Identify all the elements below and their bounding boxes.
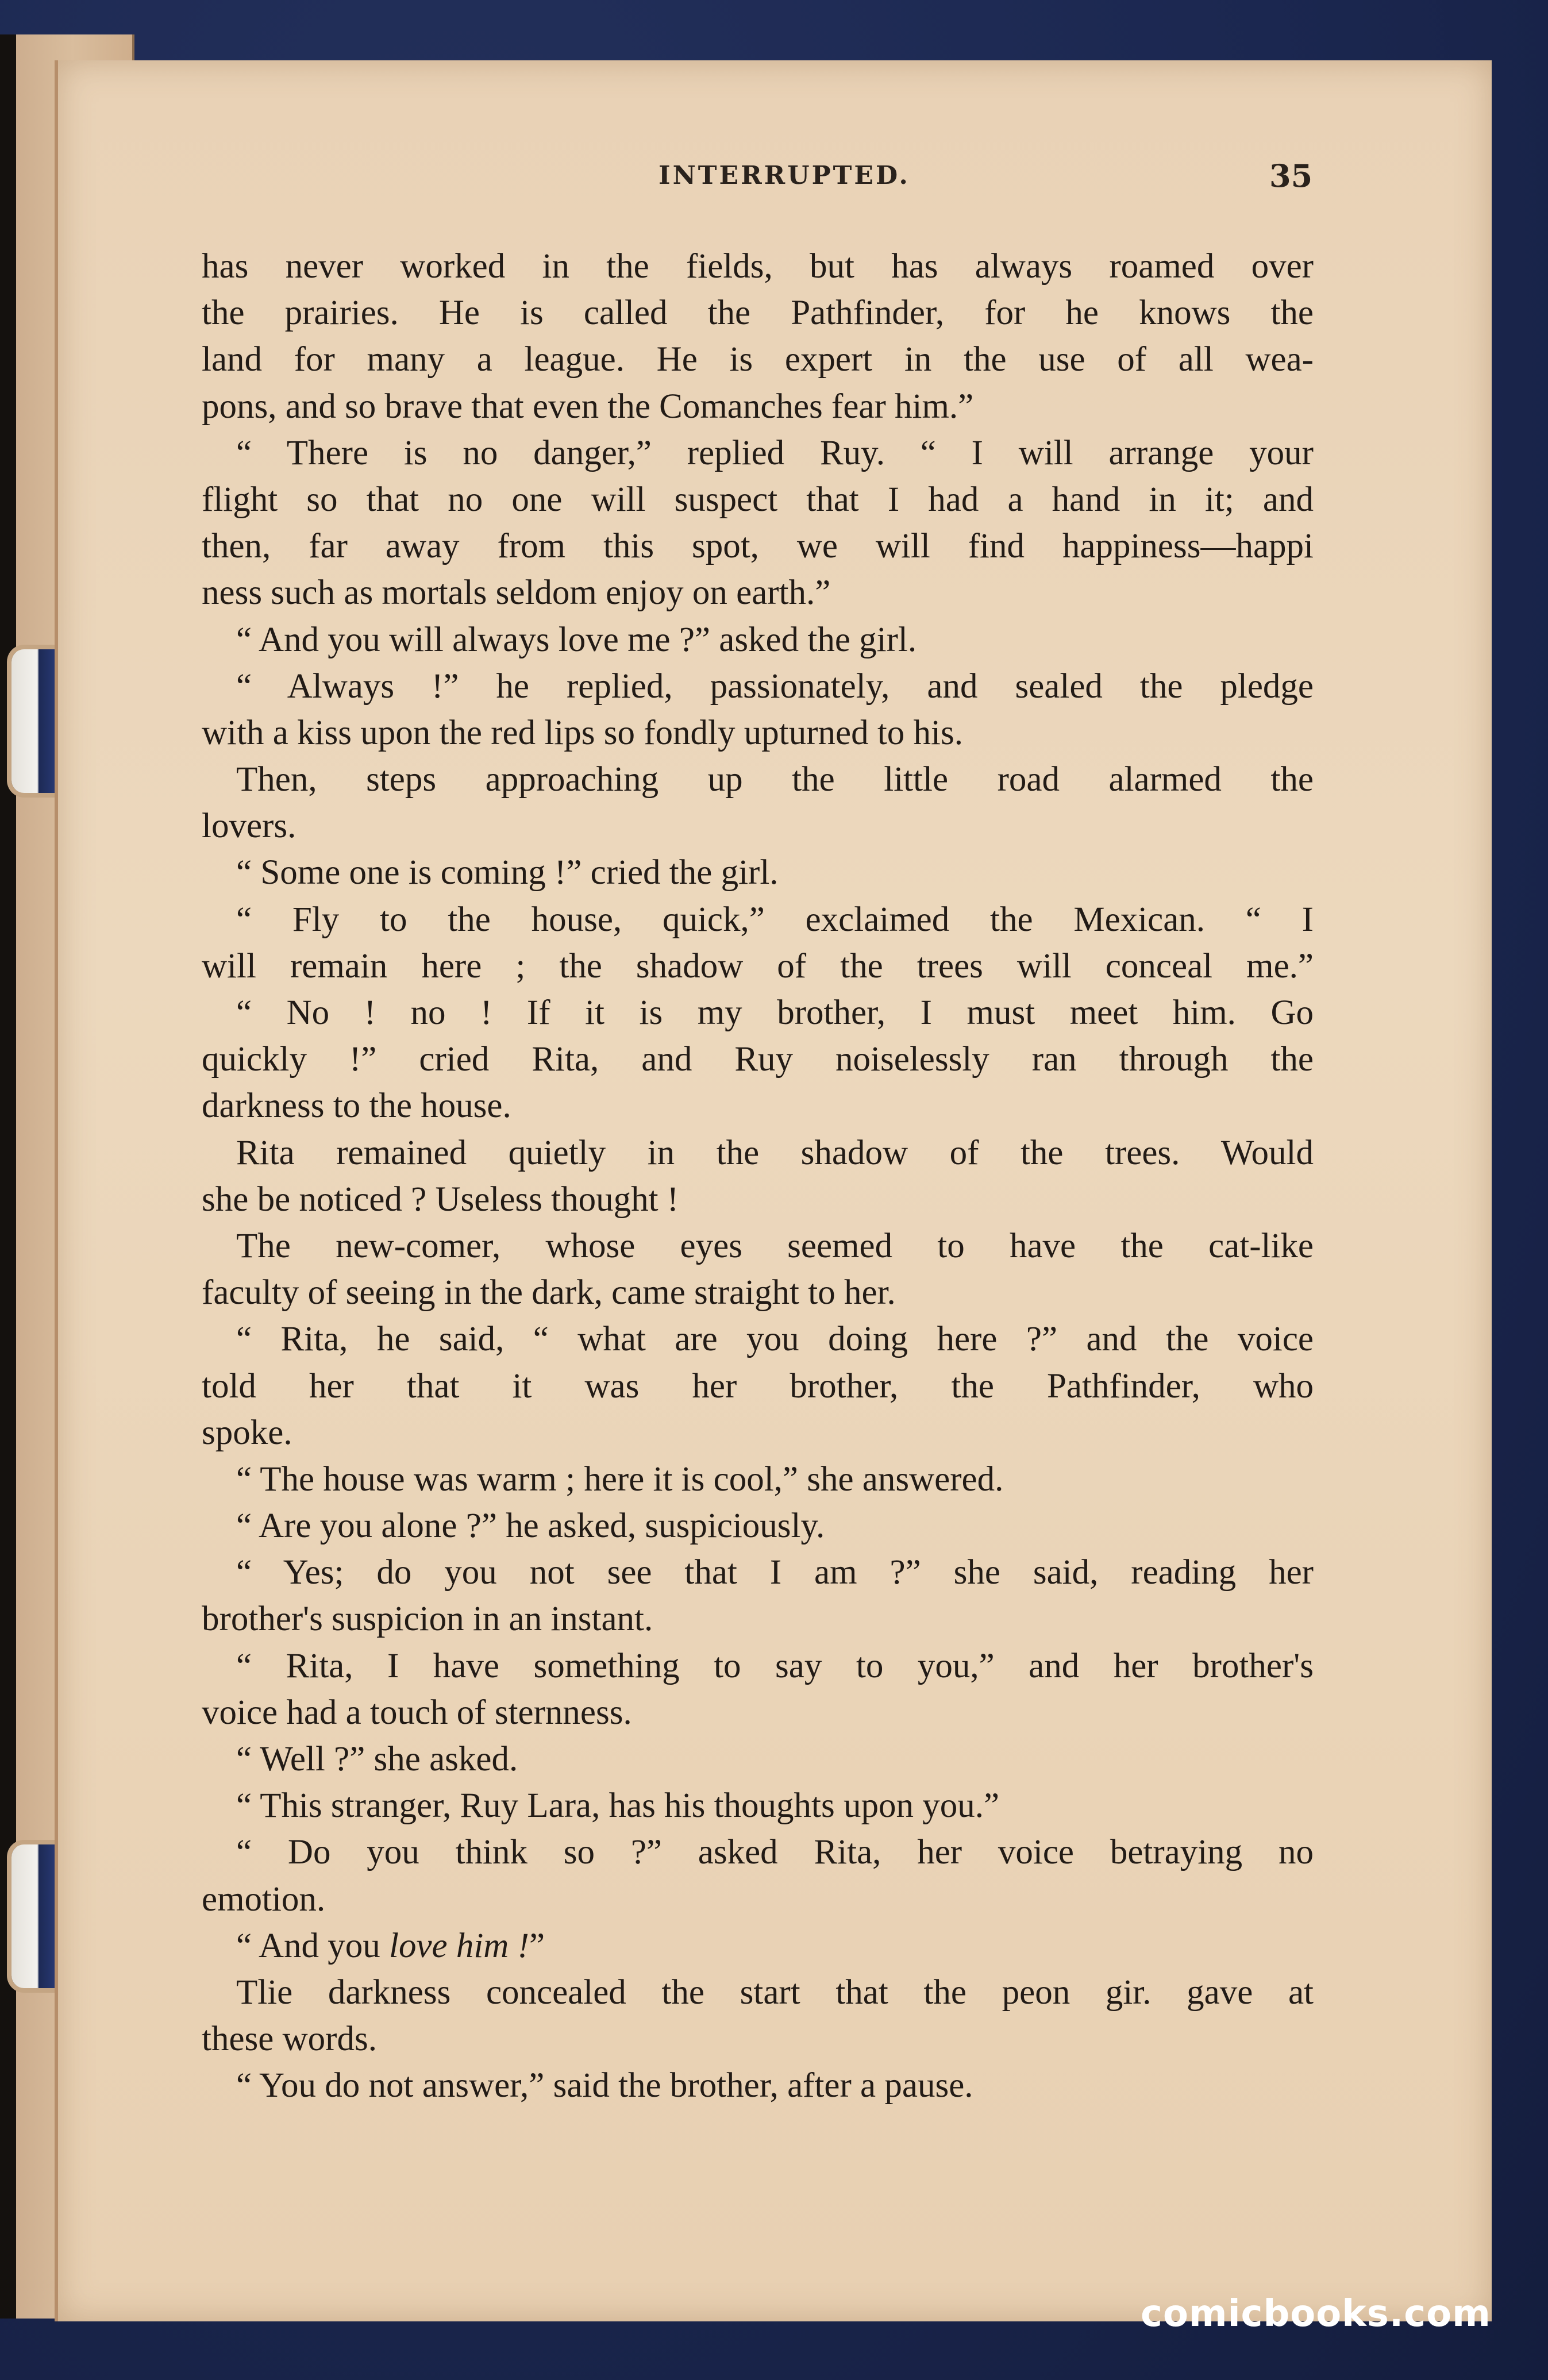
- text-line: told her that it was her brother, the Pathfinder, who: [202, 1366, 1314, 1405]
- text-line: she be noticed ? Useless thought !: [202, 1180, 679, 1219]
- text-line: brother's suspicion in an instant.: [202, 1600, 653, 1639]
- text-line: has never worked in the fields, but has always roamed over: [202, 247, 1314, 286]
- text-line: lovers.: [202, 807, 296, 846]
- text-line: land for many a league. He is expert in the use of all wea-: [202, 340, 1314, 379]
- text-line: these words.: [202, 2020, 377, 2059]
- text-line: “ Rita, I have something to say to you,” and her brother's: [236, 1646, 1314, 1685]
- text-fragment: “ And you: [236, 1926, 390, 1965]
- text-line: will remain here ; the shadow of the trees will conceal me.”: [202, 946, 1314, 985]
- text-line: “ Rita, he said, “ what are you doing here ?” and the voice: [236, 1320, 1314, 1359]
- text-line: “ Yes; do you not see that I am ?” she said, reading her: [236, 1553, 1314, 1592]
- text-line: “ Always !” he replied, passionately, and sealed the pledge: [236, 667, 1314, 706]
- body-text: [202, 243, 1314, 2109]
- text-line: spoke.: [202, 1413, 292, 1452]
- text-line: The new-comer, whose eyes seemed to have the cat-like: [236, 1226, 1314, 1265]
- text-line: darkness to the house.: [202, 1087, 511, 1126]
- book-page: [55, 60, 1492, 2321]
- page-header: [58, 157, 1492, 207]
- text-line: pons, and so brave that even the Comanches fear him.”: [202, 387, 974, 426]
- running-head: INTERRUPTED.: [659, 161, 910, 190]
- text-line: then, far away from this spot, we will find happiness—happi: [202, 527, 1314, 566]
- text-line: “ Do you think so ?” asked Rita, her voice betraying no: [236, 1833, 1314, 1872]
- text-line: “ Are you alone ?” he asked, suspiciously.: [236, 1507, 825, 1546]
- closing-quote: ”: [529, 1926, 545, 1965]
- text-line: ness such as mortals seldom enjoy on earth.”: [202, 573, 831, 613]
- text-line: Rita remained quietly in the shadow of the trees. Would: [236, 1133, 1314, 1172]
- text-line: “ And you will always love me ?” asked the girl.: [236, 620, 917, 659]
- text-line: flight so that no one will suspect that I had a hand in it; and: [202, 480, 1314, 519]
- text-line: emotion.: [202, 1880, 326, 1919]
- text-line-with-italic: [202, 1923, 1314, 1969]
- text-line: Tlie darkness concealed the start that the peon gir. gave at: [236, 1973, 1314, 2012]
- text-line: “ This stranger, Ruy Lara, has his thoughts upon you.”: [236, 1786, 1000, 1826]
- site-watermark: comicbooks.com: [1141, 2293, 1491, 2335]
- text-line: the prairies. He is called the Pathfinder, for he knows the: [202, 294, 1314, 333]
- text-line: “ No ! no ! If it is my brother, I must meet him. Go: [236, 993, 1314, 1032]
- text-line: Then, steps approaching up the little road alarmed the: [236, 760, 1314, 799]
- page-number: 35: [1269, 157, 1313, 194]
- text-line: “ Some one is coming !” cried the girl.: [236, 853, 779, 892]
- text-line: “ Well ?” she asked.: [236, 1740, 518, 1778]
- text-line: “ The house was warm ; here it is cool,” she answered.: [236, 1459, 1004, 1499]
- text-line: voice had a touch of sternness.: [202, 1693, 632, 1732]
- italic-phrase: love him !: [389, 1926, 529, 1965]
- text-line: quickly !” cried Rita, and Ruy noiselessly ran through the: [202, 1040, 1314, 1079]
- text-line: “ You do not answer,” said the brother, after a pause.: [236, 2066, 973, 2105]
- text-line: with a kiss upon the red lips so fondly upturned to his.: [202, 713, 963, 752]
- text-line: faculty of seeing in the dark, came straight to her.: [202, 1273, 896, 1312]
- text-line: “ Fly to the house, quick,” exclaimed the Mexican. “ I: [236, 900, 1314, 939]
- text-line: “ There is no danger,” replied Ruy. “ I will arrange your: [236, 433, 1314, 472]
